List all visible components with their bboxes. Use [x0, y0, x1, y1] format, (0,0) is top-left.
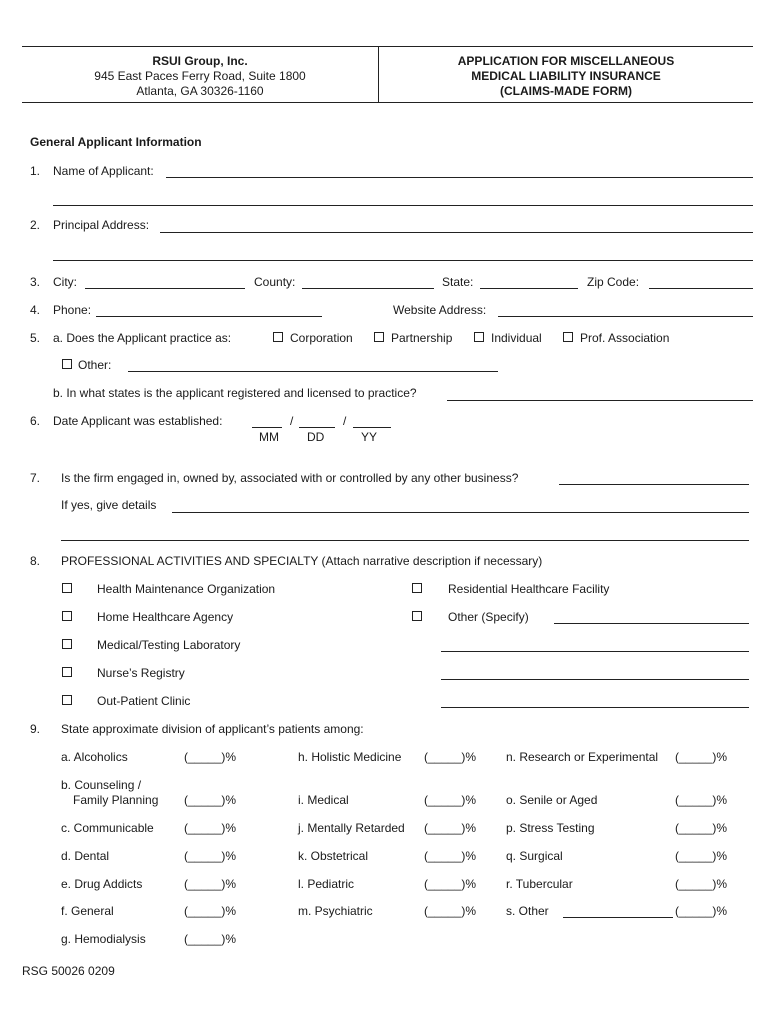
other-patients-label: s. Other — [506, 904, 549, 918]
q2-label: Principal Address: — [53, 218, 150, 232]
details-field-line2[interactable] — [61, 540, 749, 541]
senile-percent-field[interactable]: (_____)% — [675, 793, 728, 807]
dd-caption: DD — [307, 430, 325, 444]
city-label: City: — [53, 275, 77, 289]
q6-number: 6. — [30, 414, 41, 428]
other-business-field[interactable] — [559, 484, 749, 485]
header-right — [379, 54, 753, 99]
q2-number: 2. — [30, 218, 41, 232]
nurses-registry-checkbox[interactable] — [62, 667, 72, 677]
corporation-checkbox[interactable] — [273, 332, 283, 342]
other-specify-field-line3[interactable] — [441, 679, 749, 680]
q7-number: 7. — [30, 471, 41, 485]
city-field[interactable] — [85, 288, 245, 289]
partnership-checkbox[interactable] — [374, 332, 384, 342]
form-title-line3: (CLAIMS-MADE FORM) — [500, 84, 632, 98]
zip-field[interactable] — [649, 288, 753, 289]
zip-label: Zip Code: — [587, 275, 640, 289]
alcoholics-label: a. Alcoholics — [61, 750, 128, 764]
individual-label: Individual — [491, 331, 542, 345]
communicable-label: c. Communicable — [61, 821, 154, 835]
principal-address-field[interactable] — [160, 232, 753, 233]
phone-field[interactable] — [96, 316, 322, 317]
outpatient-clinic-label: Out-Patient Clinic — [97, 694, 191, 708]
surgical-label: q. Surgical — [506, 849, 563, 863]
outpatient-clinic-checkbox[interactable] — [62, 695, 72, 705]
pediatric-percent-field[interactable]: (_____)% — [424, 877, 477, 891]
psychiatric-label: m. Psychiatric — [298, 904, 373, 918]
q5b-label: b. In what states is the applicant registered and licensed to practice? — [53, 386, 417, 400]
q1-label: Name of Applicant: — [53, 164, 154, 178]
communicable-percent-field[interactable]: (_____)% — [184, 821, 237, 835]
dental-percent-field[interactable]: (_____)% — [184, 849, 237, 863]
other-specify-field[interactable] — [554, 623, 749, 624]
stress-testing-percent-field[interactable]: (_____)% — [675, 821, 728, 835]
general-label: f. General — [61, 904, 114, 918]
company-name: RSUI Group, Inc. — [152, 54, 248, 68]
testing-lab-label: Medical/Testing Laboratory — [97, 638, 241, 652]
hmo-label: Health Maintenance Organization — [97, 582, 276, 596]
details-field[interactable] — [172, 512, 749, 513]
testing-lab-checkbox[interactable] — [62, 639, 72, 649]
company-address-line1: 945 East Paces Ferry Road, Suite 1800 — [94, 69, 306, 83]
header-top-rule — [22, 46, 753, 47]
partnership-label: Partnership — [391, 331, 453, 345]
psychiatric-percent-field[interactable]: (_____)% — [424, 904, 477, 918]
other-checkbox[interactable] — [62, 359, 72, 369]
details-label: If yes, give details — [61, 498, 157, 512]
mentally-retarded-percent-field[interactable]: (_____)% — [424, 821, 477, 835]
state-field[interactable] — [480, 288, 578, 289]
tubercular-percent-field[interactable]: (_____)% — [675, 877, 728, 891]
residential-facility-label: Residential Healthcare Facility — [448, 582, 610, 596]
other-specify-checkbox[interactable] — [412, 611, 422, 621]
q1-number: 1. — [30, 164, 41, 178]
research-percent-field[interactable]: (_____)% — [675, 750, 728, 764]
research-label: n. Research or Experimental — [506, 750, 659, 764]
surgical-percent-field[interactable]: (_____)% — [675, 849, 728, 863]
q5a-label: a. Does the Applicant practice as: — [53, 331, 232, 345]
q8-label: PROFESSIONAL ACTIVITIES AND SPECIALTY (Attach narrative description if necessary) — [61, 554, 543, 568]
principal-address-field-line2[interactable] — [53, 260, 753, 261]
stress-testing-label: p. Stress Testing — [506, 821, 595, 835]
pediatric-label: l. Pediatric — [298, 877, 355, 891]
yy-caption: YY — [361, 430, 378, 444]
hemodialysis-percent-field[interactable]: (_____)% — [184, 932, 237, 946]
q8-number: 8. — [30, 554, 41, 568]
applicant-name-field[interactable] — [166, 177, 753, 178]
header-left — [22, 54, 378, 99]
holistic-medicine-label: h. Holistic Medicine — [298, 750, 402, 764]
q9-label: State approximate division of applicant’s patients among: — [61, 722, 364, 736]
hemodialysis-label: g. Hemodialysis — [61, 932, 146, 946]
counseling-label: b. Counseling / — [61, 778, 142, 792]
nurses-registry-label: Nurse’s Registry — [97, 666, 185, 680]
other-patients-percent-field[interactable]: (_____)% — [675, 904, 728, 918]
prof-association-checkbox[interactable] — [563, 332, 573, 342]
q5-number: 5. — [30, 331, 41, 345]
day-field[interactable] — [299, 427, 335, 428]
corporation-label: Corporation — [290, 331, 353, 345]
mm-caption: MM — [259, 430, 279, 444]
form-title-line2: MEDICAL LIABILITY INSURANCE — [471, 69, 661, 83]
website-label: Website Address: — [393, 303, 487, 317]
q7-label: Is the firm engaged in, owned by, associated with or controlled by any other business? — [61, 471, 519, 485]
section-title: General Applicant Information — [30, 135, 202, 149]
header-bottom-rule — [22, 102, 753, 103]
applicant-name-field-line2[interactable] — [53, 205, 753, 206]
holistic-medicine-percent-field[interactable]: (_____)% — [424, 750, 477, 764]
other-specify-field-line4[interactable] — [441, 707, 749, 708]
website-field[interactable] — [498, 316, 753, 317]
other-patients-field[interactable] — [563, 917, 673, 918]
q6-label: Date Applicant was established: — [53, 414, 223, 428]
dental-label: d. Dental — [61, 849, 110, 863]
form-title-line1: APPLICATION FOR MISCELLANEOUS — [457, 54, 675, 68]
home-healthcare-checkbox[interactable] — [62, 611, 72, 621]
alcoholics-percent-field[interactable]: (_____)% — [184, 750, 237, 764]
senile-label: o. Senile or Aged — [506, 793, 598, 807]
mentally-retarded-label: j. Mentally Retarded — [298, 821, 405, 835]
q3-number: 3. — [30, 275, 41, 289]
obstetrical-percent-field[interactable]: (_____)% — [424, 849, 477, 863]
year-field[interactable] — [353, 427, 391, 428]
prof-association-label: Prof. Association — [580, 331, 670, 345]
states-licensed-field[interactable] — [447, 400, 753, 401]
date-separator: / — [290, 414, 294, 428]
date-separator: / — [343, 414, 347, 428]
form-code: RSG 50026 0209 — [22, 964, 115, 978]
month-field[interactable] — [252, 427, 282, 428]
tubercular-label: r. Tubercular — [506, 877, 573, 891]
medical-label: i. Medical — [298, 793, 349, 807]
individual-checkbox[interactable] — [474, 332, 484, 342]
other-specify-label: Other (Specify) — [448, 610, 529, 624]
other-specify-field-line2[interactable] — [441, 651, 749, 652]
obstetrical-label: k. Obstetrical — [298, 849, 369, 863]
general-percent-field[interactable]: (_____)% — [184, 904, 237, 918]
company-address-line2: Atlanta, GA 30326-1160 — [136, 84, 264, 98]
other-label: Other: — [78, 358, 112, 372]
residential-facility-checkbox[interactable] — [412, 583, 422, 593]
state-label: State: — [442, 275, 474, 289]
county-field[interactable] — [302, 288, 434, 289]
county-label: County: — [254, 275, 296, 289]
drug-addicts-label: e. Drug Addicts — [61, 877, 143, 891]
counseling-percent-field[interactable]: (_____)% — [184, 793, 237, 807]
drug-addicts-percent-field[interactable]: (_____)% — [184, 877, 237, 891]
q9-number: 9. — [30, 722, 41, 736]
q4-number: 4. — [30, 303, 41, 317]
other-field[interactable] — [128, 371, 498, 372]
hmo-checkbox[interactable] — [62, 583, 72, 593]
home-healthcare-label: Home Healthcare Agency — [97, 610, 234, 624]
counseling-label-line2: Family Planning — [73, 793, 159, 807]
medical-percent-field[interactable]: (_____)% — [424, 793, 477, 807]
phone-label: Phone: — [53, 303, 92, 317]
